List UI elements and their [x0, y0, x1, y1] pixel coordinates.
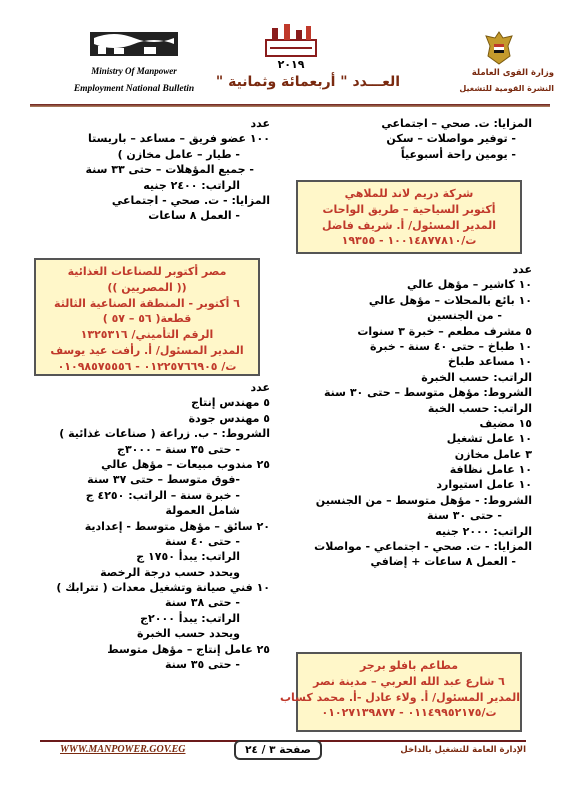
text-line: - العمل ٨ ساعات + إضافي: [370, 555, 516, 569]
text-line: ١٠ مساعد طباخ: [447, 355, 532, 369]
text-line: عدد: [250, 117, 270, 130]
box-line: شركة دريم لاند للملاهي: [344, 187, 474, 200]
ministry-english-title: Ministry Of Manpower: [91, 66, 177, 76]
right-column-part1: [292, 116, 532, 162]
left-column-part2: [34, 380, 270, 672]
right-column-part2: [292, 262, 532, 570]
text-line: المزايا: - ت. صحي - اجتماعي: [111, 193, 270, 207]
box-line: ت/١٠٠١٤٨٧٧٨١٠ - ١٩٣٥٥: [341, 234, 477, 248]
footer-organization: الإدارة العامة للتشغيل بالداخل: [400, 745, 526, 755]
text-line: الراتب: حسب الخبرة: [421, 370, 532, 384]
text-line: ٢٥ مندوب مبيعات – مؤهل عالي: [101, 457, 270, 471]
text-line: ١٠ عامل استيوارد: [436, 478, 532, 492]
text-line: - حتى ٣٥ سنة – ٣٠٠٠ج: [117, 442, 240, 456]
ministry-arabic-title: وزارة القوى العاملة: [471, 68, 554, 78]
box-line: مصر أكتوبر للصناعات الغذائية: [67, 265, 227, 278]
box-line: (( المصريين )): [107, 280, 187, 294]
text-line: ٥ مهندس جودة: [188, 411, 270, 425]
text-line: - حتى ٣٠ سنة: [426, 509, 502, 523]
text-line: ٥ مشرف مطعم – خبرة ٣ سنوات: [357, 324, 532, 338]
text-line: ١٠ عامل نظافة: [449, 463, 532, 477]
text-line: الراتب: يبدأ ٢٠٠٠ج: [140, 611, 240, 625]
bulletin-english-title: Employment National Bulletin: [73, 84, 195, 94]
text-line: ١٠ طباخ – حتى ٤٠ سنة - خبرة: [370, 339, 532, 353]
box-line: المدير المسئول/ أ. ولاء عادل -أ. محمد كساب: [279, 690, 520, 704]
text-line: ويحدد حسب درجة الرخصة: [100, 565, 240, 579]
box-line: قطعة( ٥٦ – ٥٧ ): [102, 312, 192, 326]
issue-year: ٢٠١٩: [277, 58, 305, 71]
text-line: - حتى ٤٠ سنة: [164, 534, 240, 548]
company-box-buffalo-burger: [279, 652, 522, 732]
text-line: - حتى ٣٥ سنة: [164, 658, 240, 672]
text-line: ١٠٠ عضو فريق – مساعد – باريستا: [87, 132, 270, 146]
text-line: ١٥ مضيف: [479, 416, 532, 430]
ministry-logo-icon: [84, 26, 184, 62]
eagle-emblem-icon: [484, 30, 514, 68]
text-line: ٣ عامل مخازن: [454, 447, 532, 461]
text-line: ٥ مهندس إنتاج: [191, 396, 270, 410]
text-line: - جميع المؤهلات – حتى ٣٣ سنة: [85, 163, 254, 177]
issue-number: العـــدد " أربعمائة وثمانية ": [215, 74, 401, 90]
text-line: الشروط: - ب. زراعة ( صناعات غذائية ): [59, 427, 270, 441]
company-box-misr-october: [34, 258, 260, 376]
text-line: المزايا: - ت. صحي - اجتماعي - مواصلات: [314, 540, 532, 554]
box-line: ٦ أكتوبر - المنطقة الصناعية الثالثة: [54, 296, 240, 310]
box-line: ٦ شارع عبد الله العربي – مدينة نصر: [313, 674, 505, 688]
text-line: - يومين راحة أسبوعياً: [400, 147, 516, 161]
page-header: [0, 0, 566, 116]
text-line: - العمل ٨ ساعات: [148, 209, 240, 223]
text-line: ٢٥ عامل إنتاج – مؤهل متوسط: [107, 642, 270, 656]
text-line: ١٠ عامل تشغيل: [446, 432, 532, 446]
box-line: الرقم التأميني/ ١٣٢٥٣١٦: [80, 328, 214, 342]
text-line: ٢٠ سائق – مؤهل متوسط - إعدادية: [84, 519, 270, 533]
company-box-dream-land: [296, 180, 522, 254]
text-line: - توفير مواصلات – سكن: [386, 132, 516, 146]
box-line: ت/٠١١٤٩٩٥٢١٧٥ - ٠١٠٢٧١٣٩٨٧٧: [321, 706, 497, 720]
text-line: ١٠ فني صيانة وتشغيل معدات ( تترابك ): [56, 581, 270, 595]
box-line: أكتوبر السياحية – طريق الواحات: [322, 202, 496, 216]
text-line: الراتب: يبدأ ١٧٥٠ ج: [136, 550, 240, 564]
website-link[interactable]: WWW.MANPOWER.GOV.EG: [60, 744, 186, 755]
text-line: شامل العمولة: [165, 504, 240, 518]
text-line: عدد: [250, 381, 270, 394]
box-line: مطاعم بافلو برجر: [359, 659, 459, 672]
header-divider: [30, 104, 550, 107]
box-line: ت/ ٠١٢٢٥٧٦٦٩٠٥ - ٠١٠٩٨٥٧٥٥٥٦: [57, 359, 237, 373]
text-line: ويحدد حسب الخبرة: [137, 627, 240, 641]
box-line: المدير المسئول/ أ. رأفت عيد يوسف: [50, 343, 244, 357]
bulletin-arabic-title: النشرة القومية للتشغيل: [459, 84, 554, 93]
text-line: عدد: [512, 263, 532, 276]
text-line: الراتب: حسب الخبة: [427, 401, 532, 415]
text-line: - طيار – عامل مخازن ): [117, 147, 240, 161]
text-line: -فوق متوسط – حتى ٣٧ سنة: [87, 473, 240, 487]
left-column-part1: [34, 116, 270, 224]
text-line: - خبرة سنة – الراتب: ٤٢٥٠ ج: [85, 488, 240, 502]
text-line: ١٠ كاشير – مؤهل عالي: [407, 278, 532, 292]
text-line: - من الجنسين: [427, 309, 502, 323]
text-line: ١٠ بائع بالمحلات – مؤهل عالي: [368, 293, 532, 307]
text-line: الراتب: ٢٠٠٠ جنيه: [435, 524, 532, 538]
text-line: الشروط: مؤهل متوسط – حتى ٣٠ سنة: [324, 386, 532, 400]
page-number: صفحة ٣ / ٢٤: [234, 740, 322, 760]
box-line: المدير المسئول/ أ. شريف فاضل: [322, 218, 496, 232]
text-line: المزايا: ت. صحي – اجتماعي: [381, 117, 532, 130]
text-line: الشروط: - مؤهل متوسط – من الجنسين: [315, 493, 532, 507]
text-line: الراتب: ٢٤٠٠ جنيه: [143, 178, 240, 192]
text-line: - حتى ٣٨ سنة: [164, 596, 240, 610]
bulletin-emblem-icon: [262, 20, 320, 60]
